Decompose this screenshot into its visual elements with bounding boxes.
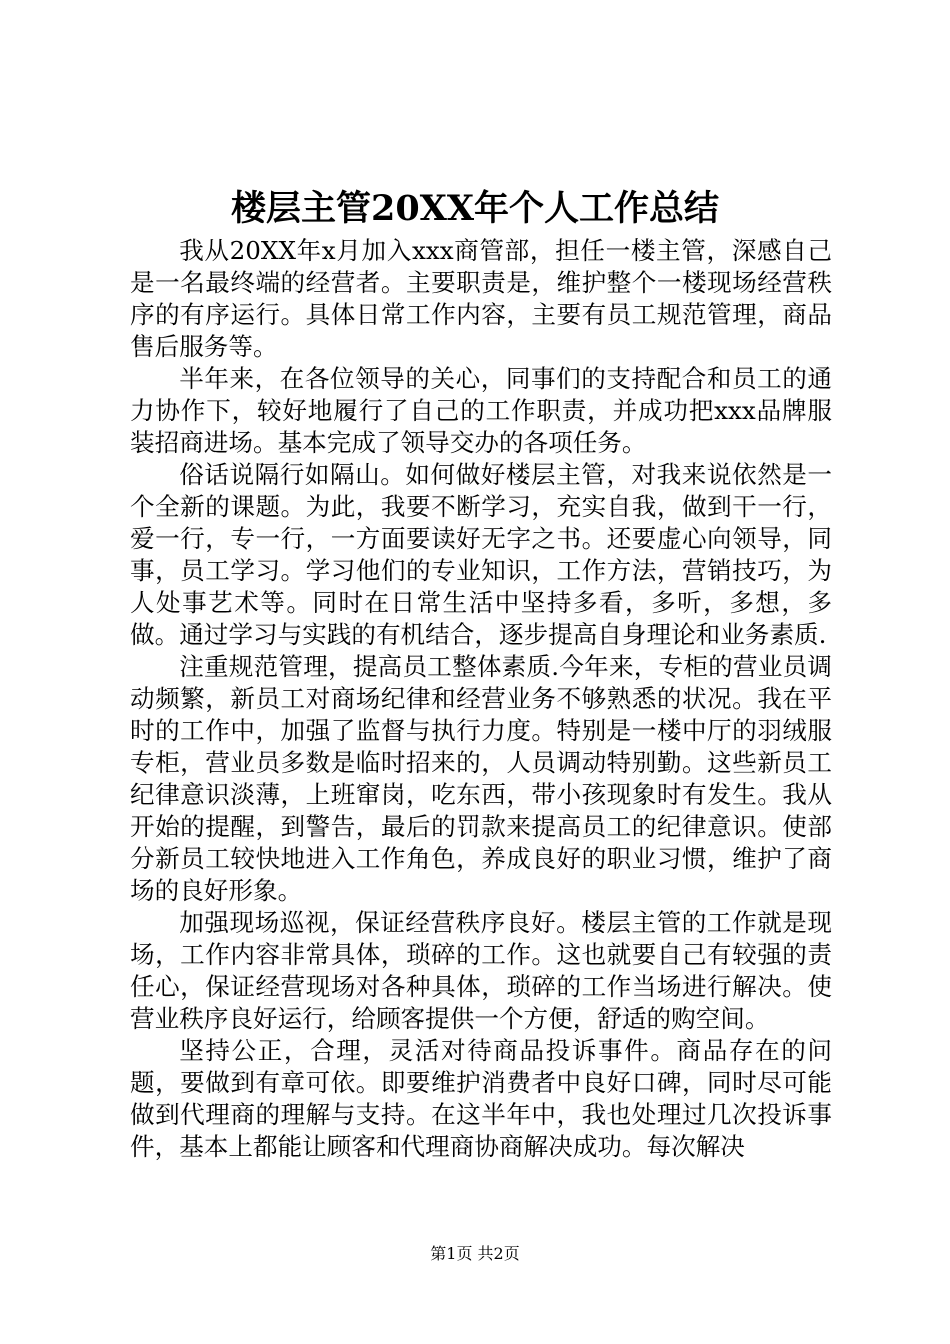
paragraph-4: 注重规范管理，提高员工整体素质.今年来，专柜的营业员调动频繁，新员工对商场纪律和经营业务不够熟悉的状况。我在平时的工作中，加强了监督与执行力度。特别是一楼中厅的羽绒服专柜，营业员多数是临时招来的，人员调动特别勤。这些新员工纪律意识淡薄，上班窜岗，吃东西，带小孩现象时有发生。我从开始的提醒，到警告，最后的罚款来提高员工的纪律意识。使部分新员工较快地进入工作角色，养成良好的职业习惯，维护了商场的良好形象。 xyxy=(130,652,832,905)
page-footer: 第1页 共2页 xyxy=(430,1244,520,1263)
document-title: 楼层主管20XX年个人工作总结 xyxy=(230,188,720,229)
document-body xyxy=(130,235,832,1163)
paragraph-6: 坚持公正，合理，灵活对待商品投诉事件。商品存在的问题，要做到有章可依。即要维护消费者中良好口碑，同时尽可能做到代理商的理解与支持。在这半年中，我也处理过几次投诉事件，基本上都能让顾客和代理商协商解决成功。每次解决 xyxy=(130,1036,832,1161)
paragraph-2: 半年来，在各位领导的关心，同事们的支持配合和员工的通力协作下，较好地履行了自己的工作职责，并成功把xxx品牌服装招商进场。基本完成了领导交办的各项任务。 xyxy=(130,364,832,457)
paragraph-5: 加强现场巡视，保证经营秩序良好。楼层主管的工作就是现场，工作内容非常具体，琐碎的工作。这也就要自己有较强的责任心，保证经营现场对各种具体，琐碎的工作当场进行解决。使营业秩序良好运行，给顾客提供一个方便，舒适的购空间。 xyxy=(130,908,832,1033)
paragraph-3: 俗话说隔行如隔山。如何做好楼层主管，对我来说依然是一个全新的课题。为此，我要不断学习，充实自我，做到干一行，爱一行，专一行，一方面要读好无字之书。还要虚心向领导，同事，员工学习。学习他们的专业知识，工作方法，营销技巧，为人处事艺术等。同时在日常生活中坚持多看，多听，多想，多做。通过学习与实践的有机结合，逐步提高自身理论和业务素质. xyxy=(130,460,832,649)
paragraph-1: 我从20XX年x月加入xxx商管部，担任一楼主管，深感自己是一名最终端的经营者。主要职责是，维护整个一楼现场经营秩序的有序运行。具体日常工作内容，主要有员工规范管理，商品售后服务等。 xyxy=(130,236,832,361)
